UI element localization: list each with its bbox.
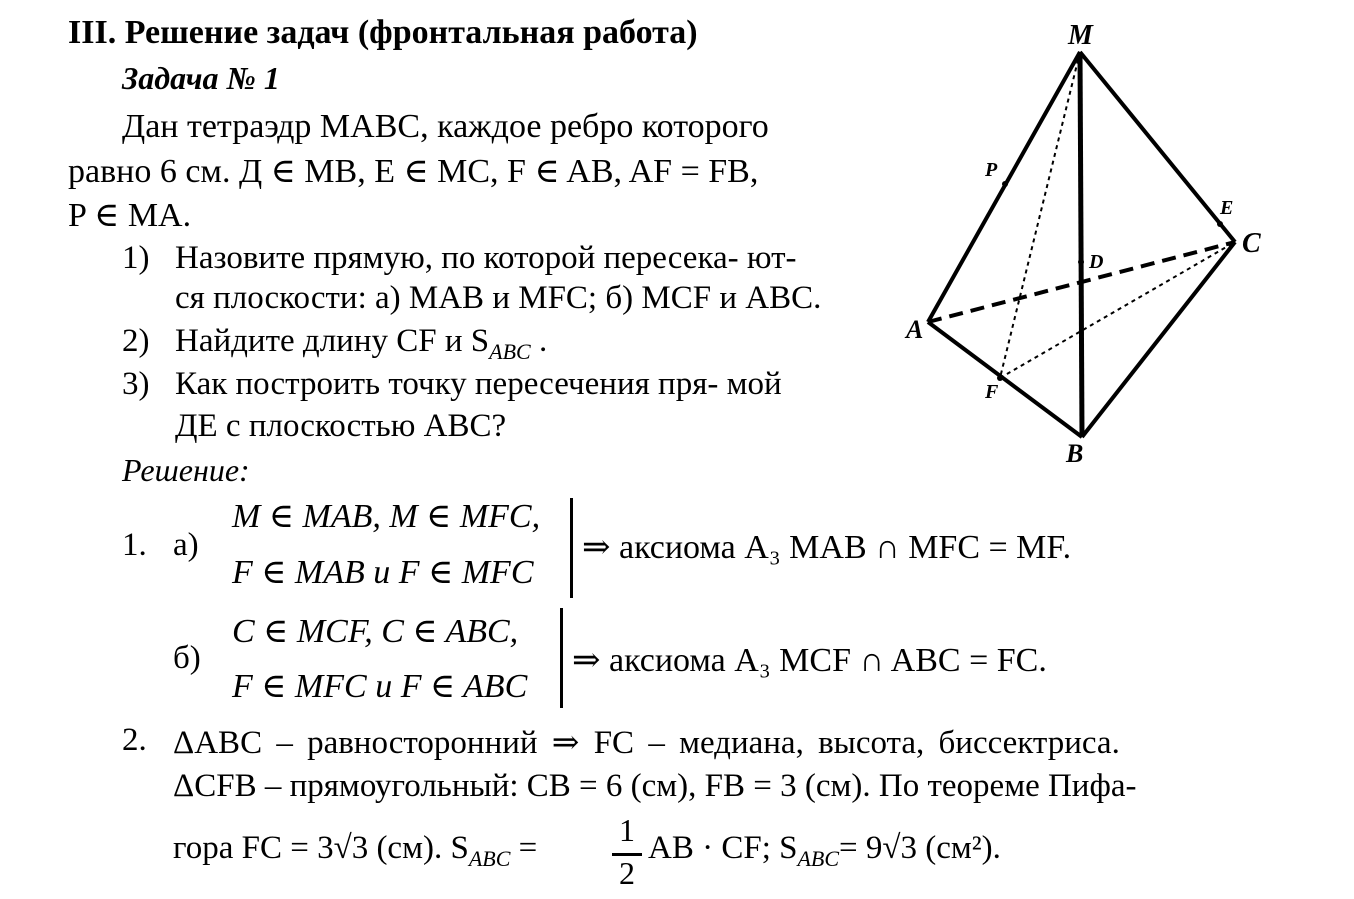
step-1b-bracket	[560, 608, 563, 708]
point-P	[1002, 181, 1008, 187]
question-2-line	[175, 323, 548, 364]
tetrahedron-figure	[880, 0, 1320, 470]
question-2-text: Найдите длину CF и S	[175, 323, 490, 359]
step-1a-bracket	[570, 498, 573, 598]
point-D	[1078, 259, 1084, 265]
question-1-line-2: ся плоскости: а) MAB и MFC; б) MCF и ABC.	[175, 280, 822, 316]
problem-line-1: Дан тетраэдр MABC, каждое ребро которого	[122, 108, 769, 145]
question-1-number: 1)	[122, 240, 150, 276]
step-1-number: 1.	[122, 527, 147, 563]
question-3-line-2: ДЕ с плоскостью АВС?	[175, 408, 507, 444]
problem-line-3: P ∈ MA.	[68, 197, 192, 234]
step-1a-result: ⇒ аксиома А₃ MAB ∩ MFC = MF.	[582, 529, 1072, 566]
label-C: C	[1242, 228, 1261, 259]
question-2-number: 2)	[122, 323, 150, 359]
label-M: M	[1068, 20, 1093, 51]
line-MF	[1000, 52, 1080, 378]
question-3-number: 3)	[122, 366, 150, 402]
edge-MA	[928, 52, 1080, 322]
question-1-line-1: Назовите прямую, по которой пересека- ют-	[175, 240, 797, 276]
question-2-subscript: ABC	[489, 339, 531, 364]
edge-MC	[1080, 52, 1235, 242]
step-2-line-2: ΔCFB – прямоугольный: CB = 6 (см), FB = 3 (см). По теореме Пифа-	[173, 768, 1137, 804]
step-2-sub-1: ABC	[468, 846, 511, 871]
edge-MB	[1080, 52, 1082, 437]
step-2-line-3-part-a	[173, 830, 538, 871]
step-2-eq: =	[510, 830, 538, 866]
step-1a-label: а)	[173, 527, 199, 563]
step-1a-row-2: F ∈ MAB и F ∈ MFC	[232, 554, 534, 591]
question-2-tail: .	[530, 323, 548, 359]
step-1b-row-1: C ∈ MCF, C ∈ ABC,	[232, 613, 519, 650]
step-1b-result: ⇒ аксиома А₃ MCF ∩ ABC = FC.	[572, 642, 1047, 679]
step-2-sub-2: ABC	[797, 846, 840, 871]
step-2-area: = 9√3 (см²).	[839, 830, 1001, 866]
edge-CB	[1082, 242, 1235, 437]
step-2-number: 2.	[122, 722, 147, 758]
step-1a-row-1: M ∈ MAB, M ∈ MFC,	[232, 498, 541, 535]
step-2-fc-text: гора FC = 3√3 (см). S	[173, 830, 469, 866]
label-D: D	[1089, 251, 1104, 273]
edge-AB	[928, 322, 1082, 437]
task-title: Задача № 1	[122, 60, 280, 96]
point-E	[1217, 221, 1223, 227]
label-A: A	[906, 315, 924, 344]
problem-line-2: равно 6 см. Д ∈ MB, E ∈ MC, F ∈ AB, AF = FB,	[68, 153, 759, 190]
step-2-line-1: ΔABC – равносторонний ⇒ FC – медиана, высота, биссектриса.	[173, 725, 1120, 761]
label-E: E	[1220, 197, 1234, 219]
label-P: P	[985, 159, 998, 181]
step-2-line-3-part-b	[648, 830, 1001, 871]
fraction-denominator: 2	[619, 855, 635, 891]
label-B: B	[1066, 439, 1084, 468]
label-F: F	[985, 381, 999, 403]
line-FC	[1000, 242, 1235, 378]
fraction-numerator: 1	[619, 812, 635, 848]
step-2-ab-cf: AB · CF; S	[648, 830, 798, 866]
question-3-line-1: Как построить точку пересечения пря- мой	[175, 366, 782, 402]
step-1b-row-2: F ∈ MFC и F ∈ ABC	[232, 668, 528, 705]
step-1b-label: б)	[173, 640, 201, 676]
solution-label: Решение:	[122, 452, 250, 488]
section-title: III. Решение задач (фронтальная работа)	[68, 14, 698, 51]
